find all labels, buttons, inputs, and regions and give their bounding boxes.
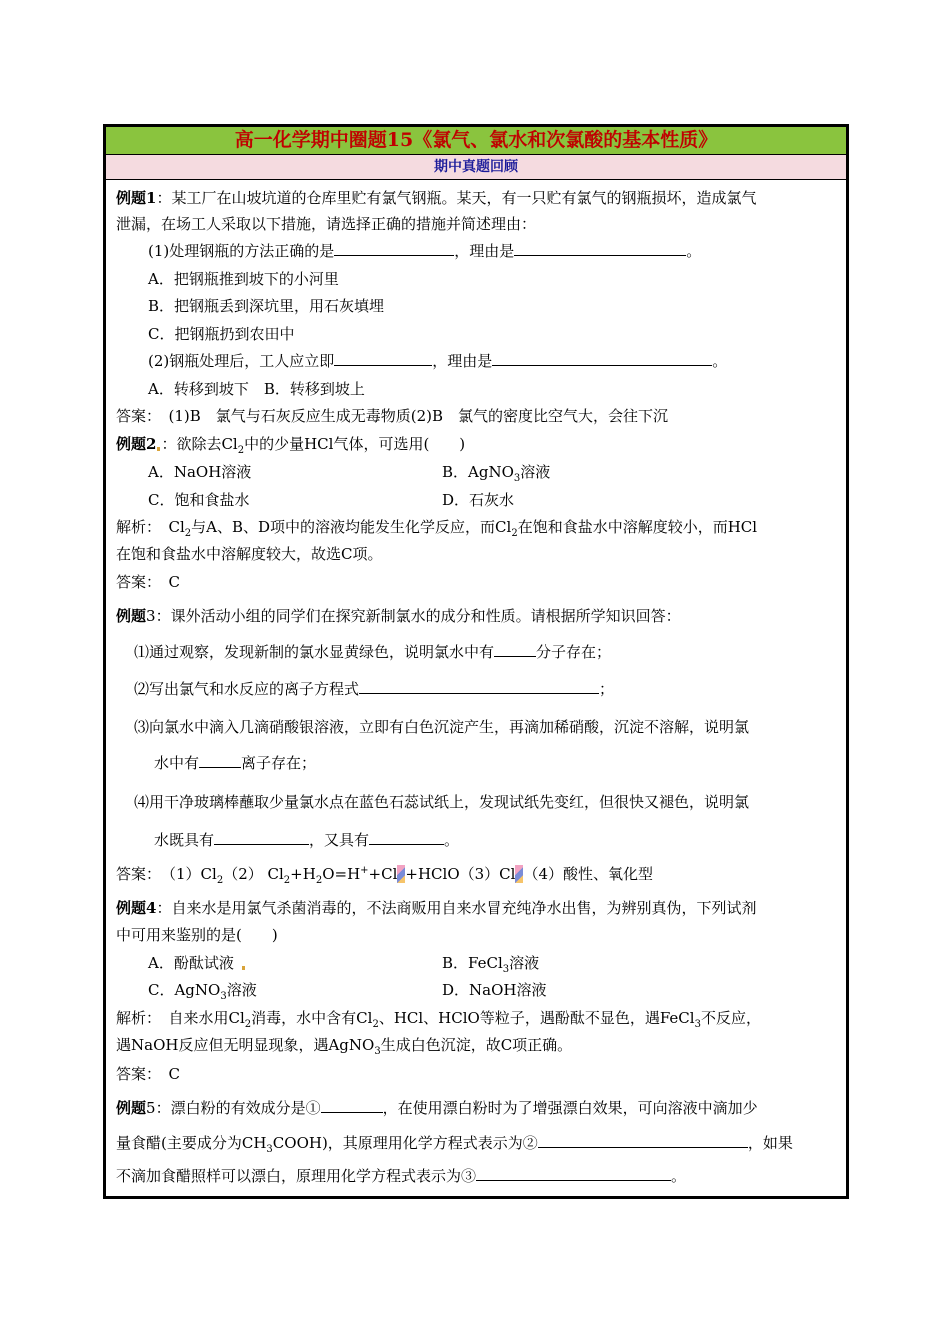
answer-blank[interactable] — [369, 830, 444, 845]
worksheet-body — [106, 180, 846, 1196]
example-3-stem: 例题3：课外活动小组的同学们在探究新制氯水的成分和性质。请根据所学知识回答： — [116, 607, 681, 625]
example-1-option-c: C．把钢瓶扔到农田中 — [148, 325, 295, 343]
example-3-q3: ⑶向氯水中滴入几滴硝酸银溶液，立即有白色沉淀产生，再滴加稀硝酸，沉淀不溶解，说明氯 — [134, 718, 750, 736]
example-4-explanation: 解析： 自来水用$Cl_2$消毒，水中含有$Cl_2$、HCl、HClO等粒子，遇酚酞不显色，遇FeCl$_3$不反应， — [116, 1009, 761, 1030]
example-3-q4-cont: 水既具有 ，又具有 。 — [154, 831, 460, 849]
example-2-stem: 例题2 ：欲除去$Cl_2$中的少量HCl气体，可选用( ) — [116, 435, 466, 456]
answer-blank[interactable] — [334, 351, 432, 366]
answer-blank[interactable] — [214, 830, 309, 845]
answer-blank[interactable] — [321, 1098, 383, 1113]
answer-blank[interactable] — [538, 1133, 748, 1148]
example-4-stem: 例题4：自来水是用氯气杀菌消毒的，不法商贩用自来水冒充纯净水出售，为辨别真伪，下列试剂 — [116, 899, 757, 917]
example-1-q2: (2)钢瓶处理后，工人应立即 ，理由是 。 — [148, 352, 728, 370]
example-2-answer: 答案： C — [116, 573, 180, 591]
example-3-q2: ⑵写出氯气和水反应的离子方程式 ； — [134, 680, 615, 698]
answer-blank[interactable] — [494, 642, 536, 657]
answer-blank[interactable] — [476, 1166, 671, 1181]
example-2-explanation-cont: 在饱和食盐水中溶解度较大，故选C项。 — [116, 545, 383, 563]
section-heading: 期中真题回顾 — [106, 155, 846, 180]
example-5-line-2: 量食醋(主要成分为$CH_3COOH$)，其原理用化学方程式表示为② ，如果 — [116, 1134, 793, 1155]
worksheet-table — [103, 124, 849, 1199]
example-1-stem-cont: 泄漏，在场工人采取以下措施，请选择正确的措施并简述理由： — [116, 215, 537, 233]
example-1-answer: 答案： (1)B 氯气与石灰反应生成无毒物质(2)B 氯气的密度比空气大，会往下沉 — [116, 407, 669, 425]
example-1-option-b: B．把钢瓶丢到深坑里，用石灰填埋 — [148, 297, 385, 315]
example-2-option-c: C．饱和食盐水 — [148, 491, 250, 509]
example-3-q4: ⑷用干净玻璃棒蘸取少量氯水点在蓝色石蕊试纸上，发现试纸先变红，但很快又褪色，说明氯 — [134, 793, 750, 811]
example-3-q3-cont: 水中有 离子存在； — [154, 754, 317, 772]
example-4-option-d: D．NaOH溶液 — [442, 981, 547, 999]
answer-blank[interactable] — [334, 241, 454, 256]
example-3-q1: ⑴通过观察，发现新制的氯水显黄绿色，说明氯水中有 分子存在； — [134, 643, 612, 661]
example-1-q1: (1)处理钢瓶的方法正确的是 ，理由是 。 — [148, 242, 702, 260]
answer-blank[interactable] — [359, 679, 599, 694]
example-5-line-3: 不滴加食醋照样可以漂白，原理用化学方程式表示为③ 。 — [116, 1167, 687, 1185]
example-4-option-b: B．FeCl$_3$溶液 — [442, 954, 540, 975]
worksheet-title: 高一化学期中圈题15《氯气、氯水和次氯酸的基本性质》 — [106, 127, 846, 155]
mark-dot — [242, 966, 245, 970]
example-1-q2-options: A．转移到坡下 B．转移到坡上 — [148, 380, 365, 398]
example-5-line-1: 例题5：漂白粉的有效成分是① ，在使用漂白粉时为了增强漂白效果，可向溶液中滴加少 — [116, 1099, 758, 1117]
example-2-option-a: A．NaOH溶液 — [148, 463, 252, 481]
mark-dot — [157, 447, 160, 451]
example-3-answer: 答案： $(1)Cl_2(2)$ $Cl_2+H_2O=H^++Cl$ +HClO（3）Cl （4）酸性、氧化型 — [116, 865, 653, 886]
example-4-stem-cont: 中可用来鉴别的是( ) — [116, 926, 278, 944]
example-2-option-d: D．石灰水 — [442, 491, 515, 509]
example-4-answer: 答案： C — [116, 1065, 180, 1083]
example-2-option-b: B．AgNO$_3$溶液 — [442, 463, 551, 484]
answer-blank[interactable] — [199, 753, 241, 768]
example-2-explanation: 解析： $Cl_2$与A、B、D项中的溶液均能发生化学反应，而$Cl_2$在饱和食盐水中溶解度较小，而HCl — [116, 518, 758, 539]
example-1-stem: 例题1：某工厂在山坡坑道的仓库里贮有氯气钢瓶。某天，有一只贮有氯气的钢瓶损坏，造成氯气 — [116, 189, 757, 207]
example-4-explanation-cont: 遇NaOH反应但无明显现象，遇AgNO$_3$生成白色沉淀，故C项正确。 — [116, 1036, 573, 1057]
example-1-option-a: A．把钢瓶推到坡下的小河里 — [148, 270, 339, 288]
example-4-option-c: C．AgNO$_3$溶液 — [148, 981, 257, 1002]
example-4-option-a: A．酚酞试液 — [148, 953, 246, 973]
answer-blank[interactable] — [514, 241, 686, 256]
answer-blank[interactable] — [492, 351, 712, 366]
